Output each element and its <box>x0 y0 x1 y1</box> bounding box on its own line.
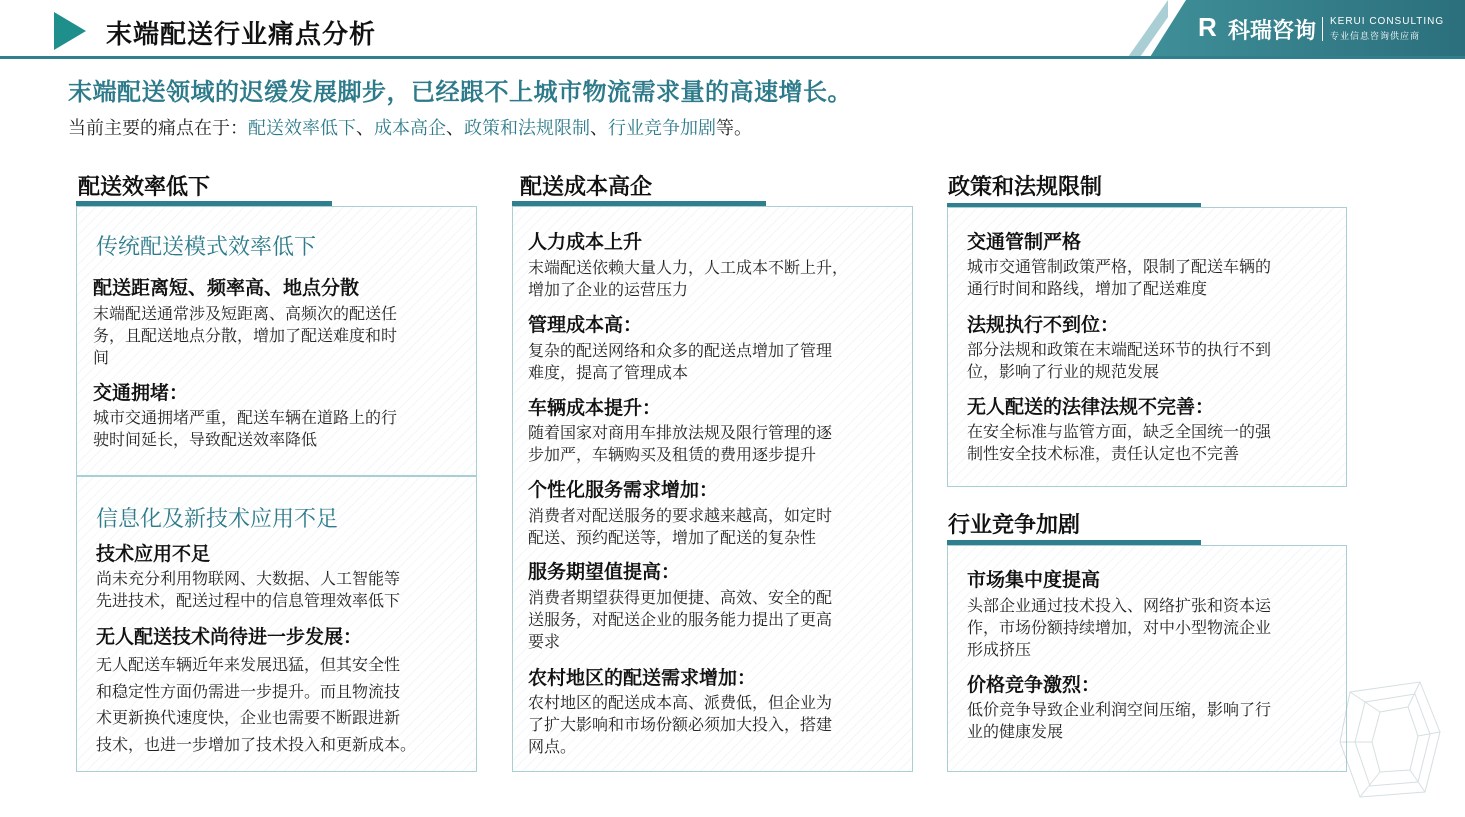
desc-line: 末端配送通常涉及短距离、高频次的配送任 <box>93 304 398 323</box>
item-desc <box>528 505 832 549</box>
section-title-policy: 政策和法规限制 <box>948 175 1103 200</box>
subhead-informatization: 信息化及新技术应用不足 <box>96 507 339 532</box>
desc-line: 配送、预约配送等，增加了配送的复杂性 <box>528 528 817 547</box>
item-title: 无人配送的法律法规不完善： <box>967 396 1215 418</box>
item-desc <box>967 699 1271 743</box>
desc-line: 农村地区的配送成本高、派费低，但企业为 <box>528 693 833 712</box>
brand-logo-icon: R <box>1198 12 1217 42</box>
brand-tagline: 专业信息咨询供应商 <box>1330 32 1421 42</box>
item-title: 服务期望值提高： <box>528 561 681 583</box>
desc-line: 无人配送车辆近年来发展迅猛，但其安全性 <box>96 655 401 674</box>
desc-line: 消费者期望获得更加便捷、高效、安全的配 <box>528 588 833 607</box>
item-title: 无人配送技术尚待进一步发展： <box>96 626 363 648</box>
point-4: 行业竞争加剧 <box>608 118 716 139</box>
summary-prefix: 当前主要的痛点在于： <box>68 118 248 139</box>
desc-line: 城市交通管制政策严格，限制了配送车辆的 <box>967 257 1272 276</box>
item-desc <box>967 256 1271 300</box>
box-divider <box>77 475 476 477</box>
item-desc <box>96 652 416 758</box>
desc-line: 先进技术，配送过程中的信息管理效率低下 <box>96 591 401 610</box>
section-title-cost: 配送成本高企 <box>520 175 653 200</box>
item-title: 个性化服务需求增加： <box>528 479 719 501</box>
desc-line: 难度，提高了管理成本 <box>528 363 689 382</box>
item-title: 交通拥堵： <box>93 382 189 404</box>
summary-line <box>68 114 752 140</box>
desc-line: 头部企业通过技术投入、网络扩张和资本运 <box>967 596 1272 615</box>
headline: 末端配送领域的迟缓发展脚步，已经跟不上城市物流需求量的高速增长。 <box>68 78 852 106</box>
item-title: 技术应用不足 <box>96 543 211 565</box>
desc-line: 增加了企业的运营压力 <box>528 280 689 299</box>
point-sep: 、 <box>590 118 608 139</box>
desc-line: 复杂的配送网络和众多的配送点增加了管理 <box>528 341 833 360</box>
desc-line: 了扩大影响和市场份额必须加大投入，搭建 <box>528 715 833 734</box>
brand-divider <box>1322 17 1323 41</box>
item-title: 交通管制严格 <box>967 231 1082 253</box>
point-3: 政策和法规限制 <box>464 118 590 139</box>
summary-suffix: 等。 <box>716 118 752 139</box>
desc-line: 随着国家对商用车排放法规及限行管理的逐 <box>528 423 833 442</box>
desc-line: 位，影响了行业的规范发展 <box>967 362 1160 381</box>
item-desc <box>528 692 832 758</box>
desc-line: 尚未充分利用物联网、大数据、人工智能等 <box>96 569 401 588</box>
desc-line: 制性安全技术标准，责任认定也不完善 <box>967 444 1240 463</box>
desc-line: 低价竞争导致企业利润空间压缩，影响了行 <box>967 700 1272 719</box>
item-title: 价格竞争激烈： <box>967 674 1101 696</box>
item-title: 车辆成本提升： <box>528 397 662 419</box>
point-2: 成本高企 <box>374 118 446 139</box>
item-desc <box>96 568 400 612</box>
brand-name: 科瑞咨询 <box>1228 19 1317 44</box>
item-desc <box>528 340 832 384</box>
item-title: 管理成本高： <box>528 314 643 336</box>
play-triangle-icon <box>54 12 86 50</box>
desc-line: 间 <box>93 348 110 367</box>
desc-line: 技术，也进一步增加了技术投入和更新成本。 <box>96 734 417 754</box>
item-desc <box>967 595 1271 661</box>
desc-line: 业的健康发展 <box>967 722 1064 741</box>
header-divider <box>0 56 1465 59</box>
item-desc <box>967 339 1271 383</box>
desc-line: 驶时间延长，导致配送效率降低 <box>93 430 318 449</box>
desc-line: 和稳定性方面仍需进一步提升。而且物流技 <box>96 681 401 701</box>
section-title-efficiency: 配送效率低下 <box>78 175 211 200</box>
desc-line: 末端配送依赖大量人力，人工成本不断上升， <box>528 258 849 277</box>
item-title: 市场集中度提高 <box>967 569 1101 591</box>
header <box>0 0 1465 60</box>
subhead-traditional: 传统配送模式效率低下 <box>96 235 317 260</box>
item-desc <box>967 421 1271 465</box>
point-sep: 、 <box>356 118 374 139</box>
item-title: 法规执行不到位： <box>967 314 1120 336</box>
desc-line: 步加严，车辆购买及租赁的费用逐步提升 <box>528 445 817 464</box>
item-desc <box>528 587 832 653</box>
desc-line: 术更新换代速度快，企业也需要不断跟进新 <box>96 708 401 727</box>
desc-line: 形成挤压 <box>967 640 1032 659</box>
desc-line: 要求 <box>528 632 561 651</box>
item-desc <box>528 422 832 466</box>
desc-line: 部分法规和政策在末端配送环节的执行不到 <box>967 340 1272 359</box>
item-title: 农村地区的配送需求增加： <box>528 667 757 689</box>
item-desc <box>93 303 397 369</box>
item-title: 配送距离短、频率高、地点分散 <box>93 277 360 299</box>
point-sep: 、 <box>446 118 464 139</box>
item-title: 人力成本上升 <box>528 231 643 253</box>
desc-line: 务，且配送地点分散，增加了配送难度和时 <box>93 326 398 345</box>
desc-line: 作，市场份额持续增加，对中小型物流企业 <box>967 618 1272 637</box>
point-1: 配送效率低下 <box>248 118 356 139</box>
item-desc <box>93 407 397 451</box>
desc-line: 消费者对配送服务的要求越来越高，如定时 <box>528 506 833 525</box>
desc-line: 送服务，对配送企业的服务能力提出了更高 <box>528 610 833 629</box>
page-title: 末端配送行业痛点分析 <box>106 20 377 50</box>
desc-line: 城市交通拥堵严重，配送车辆在道路上的行 <box>93 408 398 427</box>
desc-line: 在安全标准与监管方面，缺乏全国统一的强 <box>967 422 1272 441</box>
section-title-competition: 行业竞争加剧 <box>948 513 1081 538</box>
item-desc <box>528 257 848 301</box>
brand-english-name: KERUI CONSULTING <box>1330 16 1445 27</box>
desc-line: 通行时间和路线，增加了配送难度 <box>967 279 1208 298</box>
desc-line: 网点。 <box>528 737 577 756</box>
wireframe-decoration-icon <box>1330 672 1450 802</box>
